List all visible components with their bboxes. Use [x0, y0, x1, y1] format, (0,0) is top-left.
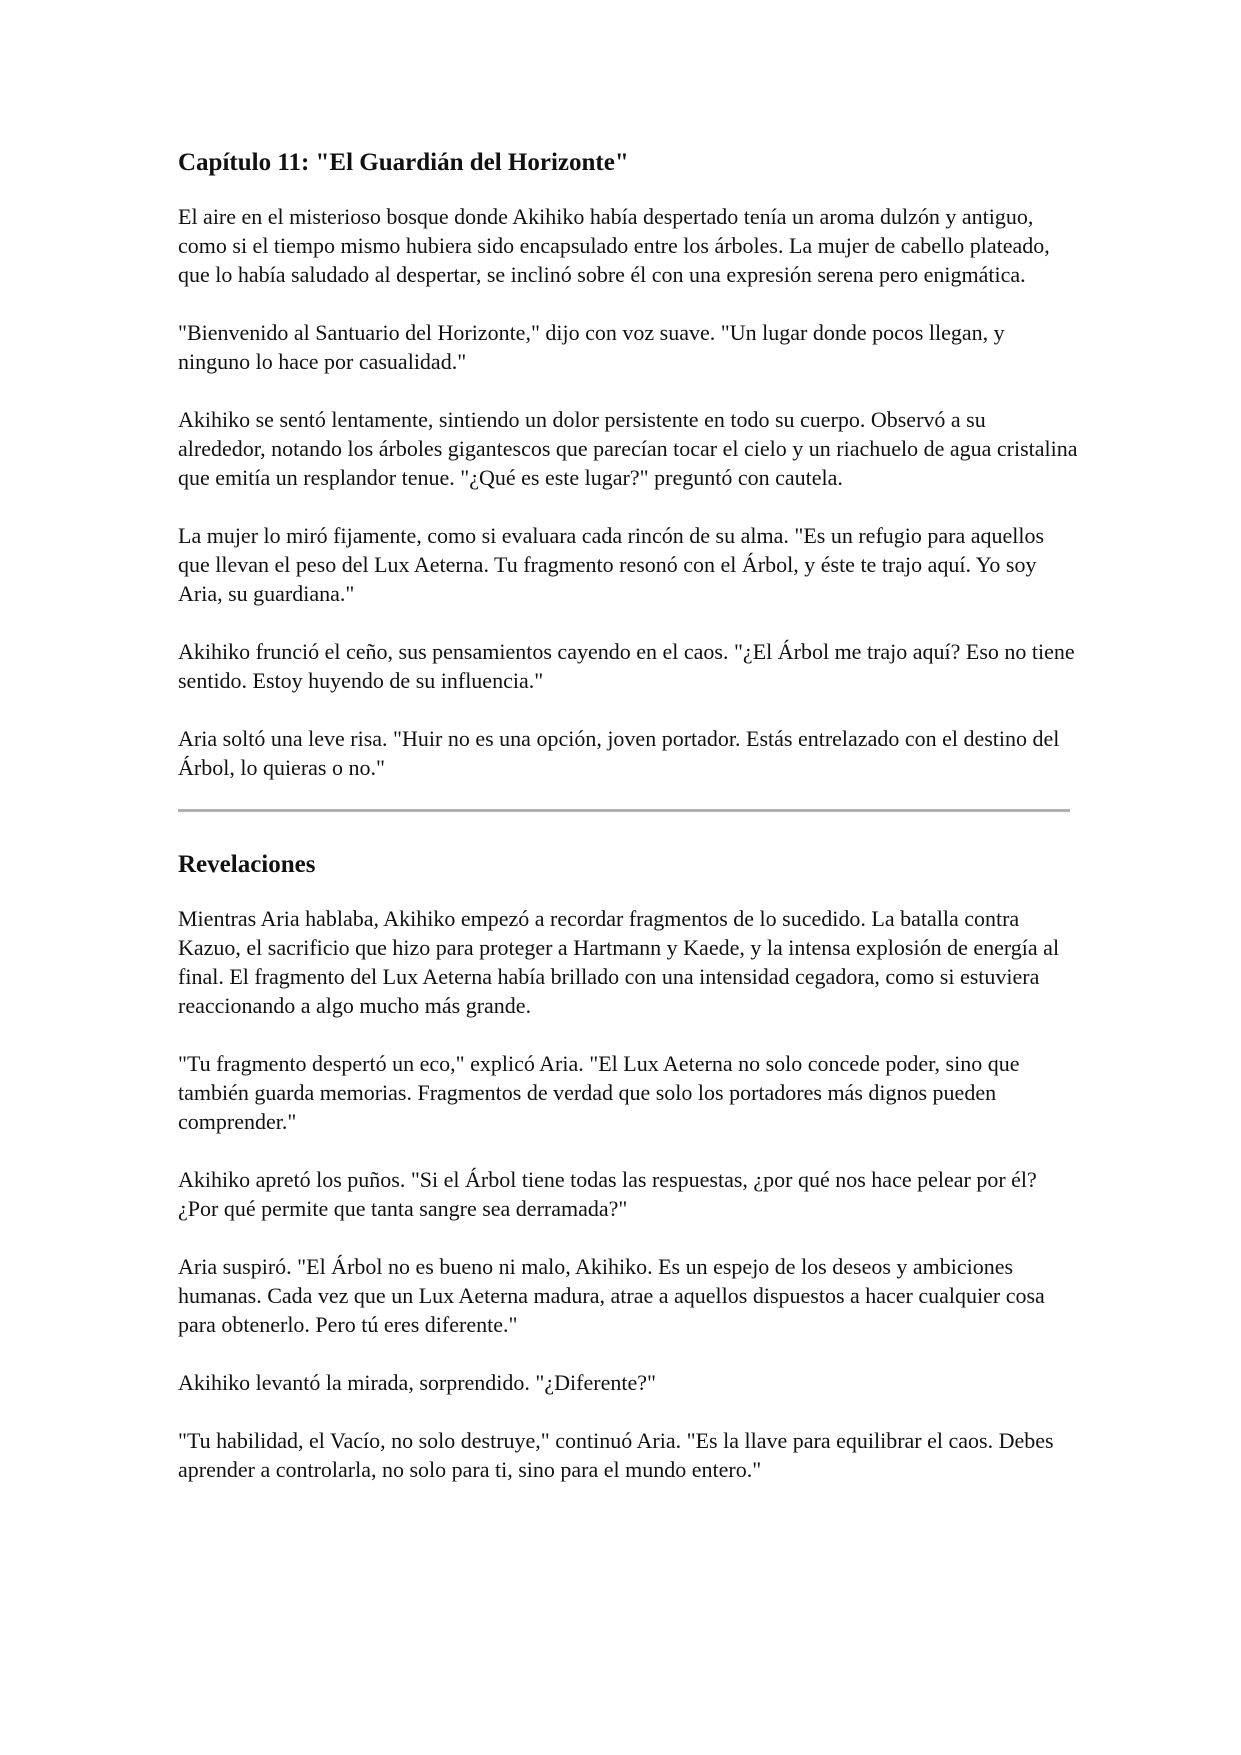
paragraph: "Tu fragmento despertó un eco," explicó Aria. "El Lux Aeterna no solo concede poder, sino que también guarda memorias. Fragmentos de verdad que solo los portadores más dignos pueden comprender."	[178, 1051, 1020, 1134]
paragraph: Akihiko levantó la mirada, sorprendido. "¿Diferente?"	[178, 1370, 656, 1395]
paragraph: Aria suspiró. "El Árbol no es bueno ni malo, Akihiko. Es un espejo de los deseos y ambiciones humanas. Cada vez que un Lux Aeterna madura, atrae a aquellos dispuestos a hacer cualquier cosa para obtenerlo. Pero tú eres diferente."	[178, 1254, 1045, 1337]
paragraph: "Tu habilidad, el Vacío, no solo destruye," continuó Aria. "Es la llave para equilibrar el caos. Debes aprender a controlarla, no solo para ti, sino para el mundo entero."	[178, 1428, 1054, 1482]
paragraph: El aire en el misterioso bosque donde Akihiko había despertado tenía un aroma dulzón y antiguo, como si el tiempo mismo hubiera sido encapsulado entre los árboles. La mujer de cabello plateado, que lo había saludado al despertar, se inclinó sobre él con una expresión serena pero enigmática.	[178, 204, 1050, 287]
paragraph: Mientras Aria hablaba, Akihiko empezó a recordar fragmentos de lo sucedido. La batalla contra Kazuo, el sacrificio que hizo para proteger a Hartmann y Kaede, y la intensa explosión de energía al final. El fragmento del Lux Aeterna había brillado con una intensidad cegadora, como si estuviera reaccionando a algo mucho más grande.	[178, 906, 1060, 1018]
paragraph: "Bienvenido al Santuario del Horizonte," dijo con voz suave. "Un lugar donde pocos llegan, y ninguno lo hace por casualidad."	[178, 320, 1005, 374]
section-title: Revelaciones	[178, 851, 316, 878]
paragraph: Akihiko se sentó lentamente, sintiendo un dolor persistente en todo su cuerpo. Observó a su alrededor, notando los árboles gigantescos que parecían tocar el cielo y un riachuelo de agua cristalina que emitía un resplandor tenue. "¿Qué es este lugar?" preguntó con cautela.	[178, 407, 1078, 490]
section-divider	[178, 809, 1070, 812]
chapter-title: Capítulo 11: "El Guardián del Horizonte"	[178, 149, 629, 176]
paragraph: Akihiko apretó los puños. "Si el Árbol tiene todas las respuestas, ¿por qué nos hace pelear por él? ¿Por qué permite que tanta sangre sea derramada?"	[178, 1167, 1037, 1221]
paragraph: Aria soltó una leve risa. "Huir no es una opción, joven portador. Estás entrelazado con el destino del Árbol, lo quieras o no."	[178, 726, 1060, 780]
paragraph: Akihiko frunció el ceño, sus pensamientos cayendo en el caos. "¿El Árbol me trajo aquí? Eso no tiene sentido. Estoy huyendo de su influencia."	[178, 639, 1075, 693]
document-page	[178, 148, 1078, 1484]
paragraph: La mujer lo miró fijamente, como si evaluara cada rincón de su alma. "Es un refugio para aquellos que llevan el peso del Lux Aeterna. Tu fragmento resonó con el Árbol, y éste te trajo aquí. Yo soy Aria, su guardiana."	[178, 523, 1045, 606]
